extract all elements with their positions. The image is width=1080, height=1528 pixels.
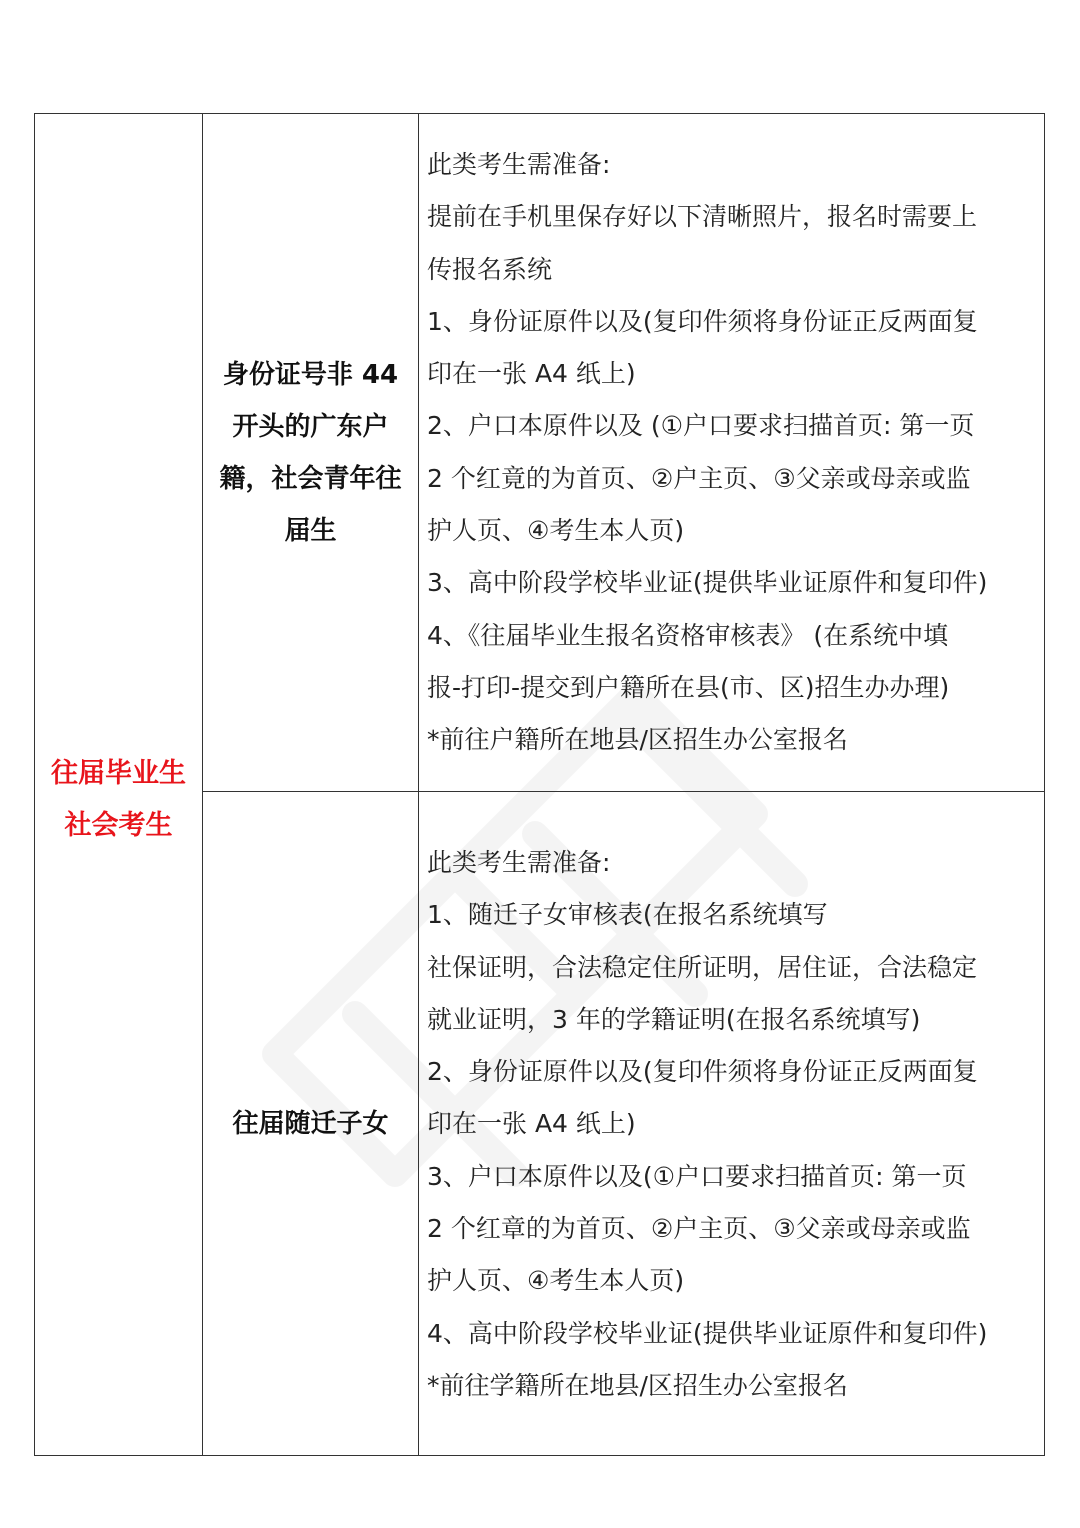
requirements-table (34, 113, 1045, 1456)
detail-line: 3、高中阶段学校毕业证(提供毕业证原件和复印件) (427, 568, 988, 598)
detail-line: 此类考生需准备: (427, 150, 611, 179)
subcategory-label-line: 籍，社会青年往 (219, 463, 402, 494)
detail-line: 4、《往届毕业生报名资格审核表》 (在系统中填 (427, 620, 949, 650)
detail-line: 报-打印-提交到户籍所在县(市、区)招生办办理) (427, 672, 950, 702)
detail-cell-guangdong-non44 (427, 139, 1039, 767)
category-label (51, 748, 186, 852)
subcategory-label-line: 身份证号非 44 (222, 359, 399, 390)
subcategory-label-line: 往届随迁子女 (232, 1108, 389, 1139)
detail-line: 护人页、④考生本人页) (427, 1266, 685, 1296)
detail-line: 印在一张 A4 纸上) (427, 1109, 636, 1139)
detail-cell-migrant-children (427, 837, 1039, 1412)
detail-line: 提前在手机里保存好以下清晰照片，报名时需要上 (427, 202, 978, 232)
category-label-line: 社会考生 (64, 809, 173, 841)
subcategory-label (219, 349, 401, 557)
detail-line: 2 个红竟的为首页、②户主页、③父亲或母亲或监 (427, 463, 971, 493)
detail-line: 印在一张 A4 纸上) (427, 359, 636, 389)
detail-line: 传报名系统 (427, 254, 553, 284)
detail-line: 1、身份证原件以及(复印件须将身份证正反两面复 (427, 306, 978, 336)
detail-line: 4、高中阶段学校毕业证(提供毕业证原件和复印件) (427, 1318, 988, 1348)
subcategory-label-line: 开头的广东户 (232, 411, 389, 442)
detail-line: 社保证明，合法稳定住所证明，居住证，合法稳定 (427, 952, 978, 982)
detail-line: 就业证明，3 年的学籍证明(在报名系统填写) (427, 1004, 921, 1034)
column-divider (418, 114, 419, 1455)
subcategory-label-line: 届生 (284, 515, 337, 546)
subcategory-cell-migrant-children (203, 792, 418, 1455)
detail-line: 护人页、④考生本人页) (427, 516, 685, 546)
detail-line: *前往学籍所在地县/区招生办公室报名 (427, 1370, 848, 1400)
detail-line: *前往户籍所在地县/区招生办公室报名 (427, 725, 848, 755)
detail-line: 2、户口本原件以及 (①户口要求扫描首页: 第一页 (427, 411, 975, 441)
detail-line: 2、身份证原件以及(复印件须将身份证正反两面复 (427, 1057, 978, 1087)
subcategory-cell-guangdong-non44 (203, 114, 418, 791)
detail-line: 此类考生需准备: (427, 848, 611, 877)
category-label-line: 往届毕业生 (51, 757, 186, 789)
subcategory-label (232, 1098, 388, 1150)
detail-line: 1、随迁子女审核表(在报名系统填写 (427, 900, 828, 930)
category-cell (35, 114, 202, 1455)
detail-line: 2 个红章的为首页、②户主页、③父亲或母亲或监 (427, 1214, 971, 1244)
detail-line: 3、户口本原件以及(①户口要求扫描首页: 第一页 (427, 1161, 967, 1191)
